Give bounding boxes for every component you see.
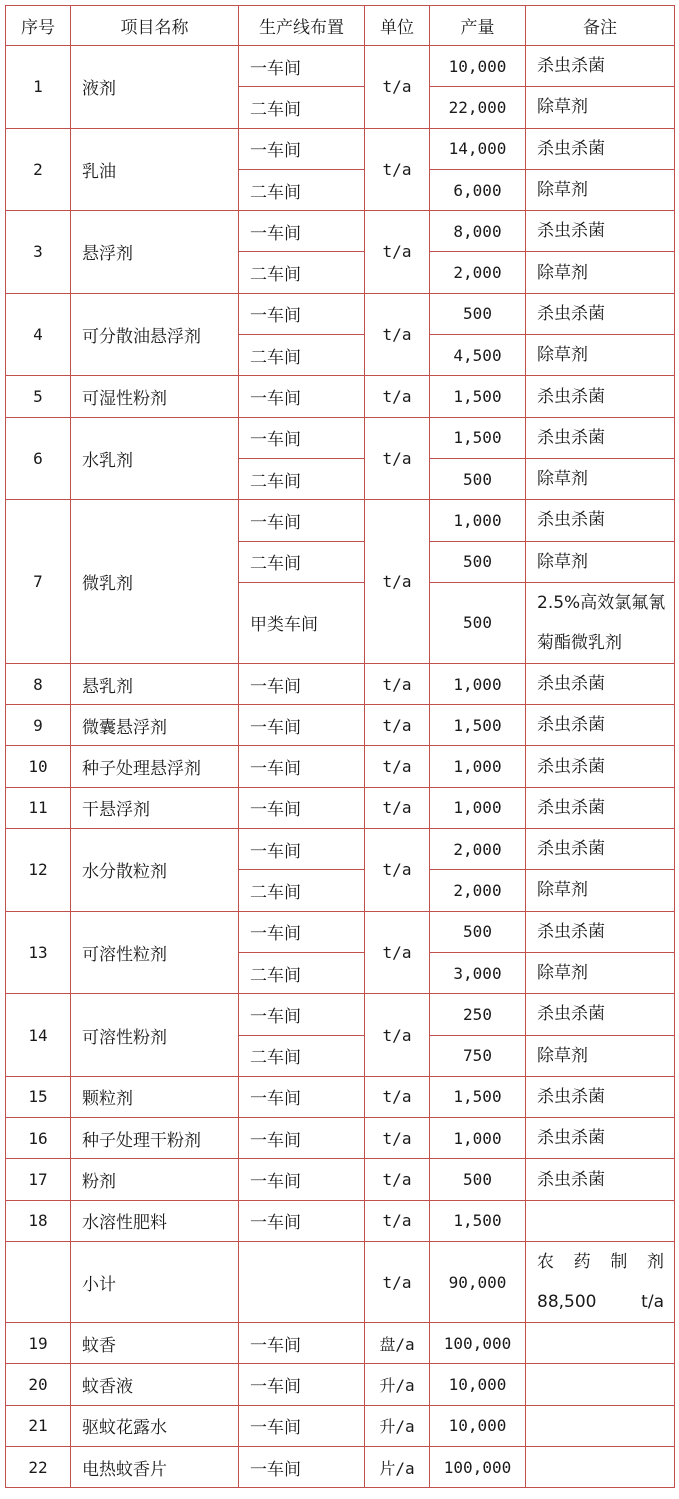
cell-no: 1 xyxy=(6,46,71,129)
cell-output: 2,000 xyxy=(430,829,526,870)
cell-workshop: 一车间 xyxy=(239,1118,365,1159)
cell-workshop: 一车间 xyxy=(239,293,365,334)
cell-product-name: 电热蚊香片 xyxy=(71,1446,239,1487)
cell-workshop: 甲类车间 xyxy=(239,582,365,663)
cell-unit: t/a xyxy=(365,746,430,787)
cell-unit: t/a xyxy=(365,911,430,994)
table-row xyxy=(6,211,675,252)
cell-note: 杀虫杀菌 xyxy=(526,787,675,828)
cell-no: 12 xyxy=(6,829,71,912)
cell-unit: t/a xyxy=(365,663,430,704)
table-row xyxy=(6,1242,675,1323)
table-row xyxy=(6,1323,675,1364)
cell-no: 2 xyxy=(6,128,71,211)
header-name: 项目名称 xyxy=(71,6,239,46)
cell-workshop: 一车间 xyxy=(239,46,365,87)
table-row xyxy=(6,293,675,334)
cell-output: 4,500 xyxy=(430,335,526,376)
cell-output: 1,500 xyxy=(430,1200,526,1241)
cell-note: 杀虫杀菌 xyxy=(526,746,675,787)
cell-unit: t/a xyxy=(365,211,430,294)
cell-output: 500 xyxy=(430,541,526,582)
cell-unit: t/a xyxy=(365,994,430,1077)
cell-product-name: 微囊悬浮剂 xyxy=(71,705,239,746)
cell-note: 除草剂 xyxy=(526,169,675,210)
cell-product-name: 可溶性粒剂 xyxy=(71,911,239,994)
cell-note: 杀虫杀菌 xyxy=(526,1118,675,1159)
cell-unit: 盘/a xyxy=(365,1323,430,1364)
cell-product-name: 蚊香液 xyxy=(71,1364,239,1405)
cell-output: 10,000 xyxy=(430,1405,526,1446)
cell-workshop: 二车间 xyxy=(239,541,365,582)
cell-output: 90,000 xyxy=(430,1242,526,1323)
cell-no: 22 xyxy=(6,1446,71,1487)
cell-product-name: 种子处理干粉剂 xyxy=(71,1118,239,1159)
cell-output: 100,000 xyxy=(430,1323,526,1364)
cell-unit: t/a xyxy=(365,128,430,211)
cell-unit: 升/a xyxy=(365,1405,430,1446)
cell-workshop: 二车间 xyxy=(239,87,365,128)
cell-output: 1,500 xyxy=(430,1076,526,1117)
cell-unit: t/a xyxy=(365,1242,430,1323)
table-row xyxy=(6,663,675,704)
cell-unit: t/a xyxy=(365,829,430,912)
table-row xyxy=(6,994,675,1035)
cell-output: 1,000 xyxy=(430,663,526,704)
cell-output: 1,500 xyxy=(430,376,526,417)
cell-product-name: 水乳剂 xyxy=(71,417,239,500)
cell-note: 杀虫杀菌 xyxy=(526,500,675,541)
cell-workshop: 一车间 xyxy=(239,705,365,746)
cell-unit: t/a xyxy=(365,1159,430,1200)
cell-no: 4 xyxy=(6,293,71,376)
cell-product-name: 悬浮剂 xyxy=(71,211,239,294)
cell-output: 1,000 xyxy=(430,746,526,787)
header-line: 生产线布置 xyxy=(239,6,365,46)
table-row xyxy=(6,417,675,458)
cell-note xyxy=(526,1364,675,1405)
cell-product-name: 小计 xyxy=(71,1242,239,1323)
cell-note: 杀虫杀菌 xyxy=(526,911,675,952)
cell-unit: t/a xyxy=(365,1200,430,1241)
cell-output: 1,500 xyxy=(430,417,526,458)
cell-note: 杀虫杀菌 xyxy=(526,1076,675,1117)
cell-output: 100,000 xyxy=(430,1446,526,1487)
cell-workshop: 二车间 xyxy=(239,169,365,210)
cell-note: 除草剂 xyxy=(526,252,675,293)
cell-unit: t/a xyxy=(365,500,430,664)
cell-note: 除草剂 xyxy=(526,335,675,376)
product-capacity-table xyxy=(5,5,675,1488)
cell-workshop: 一车间 xyxy=(239,376,365,417)
table-row xyxy=(6,746,675,787)
cell-workshop: 二车间 xyxy=(239,952,365,993)
cell-unit: t/a xyxy=(365,705,430,746)
cell-workshop: 一车间 xyxy=(239,417,365,458)
cell-no: 3 xyxy=(6,211,71,294)
cell-product-name: 微乳剂 xyxy=(71,500,239,664)
cell-no: 15 xyxy=(6,1076,71,1117)
cell-output: 750 xyxy=(430,1035,526,1076)
cell-note: 除草剂 xyxy=(526,541,675,582)
cell-product-name: 可分散油悬浮剂 xyxy=(71,293,239,376)
cell-no: 8 xyxy=(6,663,71,704)
cell-no: 16 xyxy=(6,1118,71,1159)
header-output: 产量 xyxy=(430,6,526,46)
cell-no: 21 xyxy=(6,1405,71,1446)
cell-workshop: 一车间 xyxy=(239,211,365,252)
cell-workshop: 一车间 xyxy=(239,1364,365,1405)
cell-note: 杀虫杀菌 xyxy=(526,46,675,87)
cell-unit: t/a xyxy=(365,1118,430,1159)
cell-output: 10,000 xyxy=(430,1364,526,1405)
cell-workshop: 一车间 xyxy=(239,1446,365,1487)
table-row xyxy=(6,128,675,169)
cell-workshop: 二车间 xyxy=(239,870,365,911)
cell-output: 500 xyxy=(430,1159,526,1200)
cell-unit: 片/a xyxy=(365,1446,430,1487)
cell-product-name: 颗粒剂 xyxy=(71,1076,239,1117)
cell-output: 1,000 xyxy=(430,500,526,541)
table-row xyxy=(6,1200,675,1241)
cell-note: 杀虫杀菌 xyxy=(526,417,675,458)
table-row xyxy=(6,1405,675,1446)
cell-no: 6 xyxy=(6,417,71,500)
cell-product-name: 液剂 xyxy=(71,46,239,129)
cell-note: 除草剂 xyxy=(526,870,675,911)
cell-unit: t/a xyxy=(365,417,430,500)
cell-product-name: 悬乳剂 xyxy=(71,663,239,704)
cell-product-name: 粉剂 xyxy=(71,1159,239,1200)
cell-workshop: 一车间 xyxy=(239,911,365,952)
cell-note: 农药制剂88,500 t/a xyxy=(526,1242,675,1323)
cell-no: 19 xyxy=(6,1323,71,1364)
cell-workshop: 一车间 xyxy=(239,1323,365,1364)
cell-output: 2,000 xyxy=(430,870,526,911)
header-no: 序号 xyxy=(6,6,71,46)
cell-output: 10,000 xyxy=(430,46,526,87)
cell-unit: t/a xyxy=(365,46,430,129)
cell-note: 除草剂 xyxy=(526,952,675,993)
cell-product-name: 乳油 xyxy=(71,128,239,211)
cell-output: 500 xyxy=(430,911,526,952)
cell-note: 杀虫杀菌 xyxy=(526,211,675,252)
cell-note xyxy=(526,1405,675,1446)
cell-output: 1,000 xyxy=(430,787,526,828)
cell-unit: 升/a xyxy=(365,1364,430,1405)
cell-product-name: 可溶性粉剂 xyxy=(71,994,239,1077)
cell-note: 杀虫杀菌 xyxy=(526,376,675,417)
cell-workshop: 一车间 xyxy=(239,128,365,169)
cell-workshop: 一车间 xyxy=(239,1159,365,1200)
cell-output: 22,000 xyxy=(430,87,526,128)
cell-output: 6,000 xyxy=(430,169,526,210)
cell-note: 杀虫杀菌 xyxy=(526,1159,675,1200)
cell-no: 13 xyxy=(6,911,71,994)
cell-product-name: 水溶性肥料 xyxy=(71,1200,239,1241)
cell-unit: t/a xyxy=(365,293,430,376)
cell-output: 1,500 xyxy=(430,705,526,746)
cell-no: 20 xyxy=(6,1364,71,1405)
table-row xyxy=(6,1364,675,1405)
cell-note xyxy=(526,1446,675,1487)
table-row xyxy=(6,500,675,541)
cell-workshop: 二车间 xyxy=(239,458,365,499)
cell-no: 9 xyxy=(6,705,71,746)
cell-workshop: 一车间 xyxy=(239,663,365,704)
header-unit: 单位 xyxy=(365,6,430,46)
cell-note: 除草剂 xyxy=(526,87,675,128)
cell-output: 2,000 xyxy=(430,252,526,293)
table-row xyxy=(6,829,675,870)
cell-unit: t/a xyxy=(365,376,430,417)
cell-note: 杀虫杀菌 xyxy=(526,829,675,870)
cell-note xyxy=(526,1323,675,1364)
cell-workshop: 一车间 xyxy=(239,787,365,828)
cell-workshop: 二车间 xyxy=(239,335,365,376)
table-row xyxy=(6,376,675,417)
cell-note: 杀虫杀菌 xyxy=(526,705,675,746)
cell-note: 杀虫杀菌 xyxy=(526,128,675,169)
cell-output: 250 xyxy=(430,994,526,1035)
table-row xyxy=(6,46,675,87)
cell-output: 500 xyxy=(430,582,526,663)
cell-output: 3,000 xyxy=(430,952,526,993)
cell-no: 14 xyxy=(6,994,71,1077)
cell-note xyxy=(526,1200,675,1241)
cell-output: 500 xyxy=(430,458,526,499)
cell-unit: t/a xyxy=(365,787,430,828)
cell-workshop: 一车间 xyxy=(239,994,365,1035)
cell-note: 杀虫杀菌 xyxy=(526,293,675,334)
cell-workshop: 一车间 xyxy=(239,1200,365,1241)
cell-product-name: 驱蚊花露水 xyxy=(71,1405,239,1446)
cell-workshop: 一车间 xyxy=(239,1076,365,1117)
cell-workshop: 一车间 xyxy=(239,829,365,870)
cell-no: 10 xyxy=(6,746,71,787)
table-row xyxy=(6,705,675,746)
cell-workshop: 一车间 xyxy=(239,1405,365,1446)
cell-note: 杀虫杀菌 xyxy=(526,994,675,1035)
cell-note: 除草剂 xyxy=(526,1035,675,1076)
cell-workshop: 一车间 xyxy=(239,500,365,541)
table-row xyxy=(6,1446,675,1487)
cell-output: 500 xyxy=(430,293,526,334)
table-row xyxy=(6,1118,675,1159)
table-row xyxy=(6,1159,675,1200)
table-body xyxy=(6,46,675,1488)
cell-no: 17 xyxy=(6,1159,71,1200)
cell-product-name: 蚊香 xyxy=(71,1323,239,1364)
cell-product-name: 可湿性粉剂 xyxy=(71,376,239,417)
cell-workshop xyxy=(239,1242,365,1323)
table-header xyxy=(6,6,675,46)
cell-unit: t/a xyxy=(365,1076,430,1117)
cell-no: 11 xyxy=(6,787,71,828)
cell-no xyxy=(6,1242,71,1323)
cell-output: 1,000 xyxy=(430,1118,526,1159)
cell-no: 5 xyxy=(6,376,71,417)
table-row xyxy=(6,787,675,828)
header-note: 备注 xyxy=(526,6,675,46)
cell-output: 8,000 xyxy=(430,211,526,252)
cell-workshop: 一车间 xyxy=(239,746,365,787)
cell-product-name: 种子处理悬浮剂 xyxy=(71,746,239,787)
cell-product-name: 水分散粒剂 xyxy=(71,829,239,912)
cell-no: 7 xyxy=(6,500,71,664)
cell-workshop: 二车间 xyxy=(239,252,365,293)
cell-note: 杀虫杀菌 xyxy=(526,663,675,704)
cell-product-name: 干悬浮剂 xyxy=(71,787,239,828)
cell-no: 18 xyxy=(6,1200,71,1241)
table-row xyxy=(6,1076,675,1117)
cell-output: 14,000 xyxy=(430,128,526,169)
table-row xyxy=(6,911,675,952)
cell-note: 2.5%高效氯氟氰菊酯微乳剂 xyxy=(526,582,675,663)
cell-workshop: 二车间 xyxy=(239,1035,365,1076)
cell-note: 除草剂 xyxy=(526,458,675,499)
